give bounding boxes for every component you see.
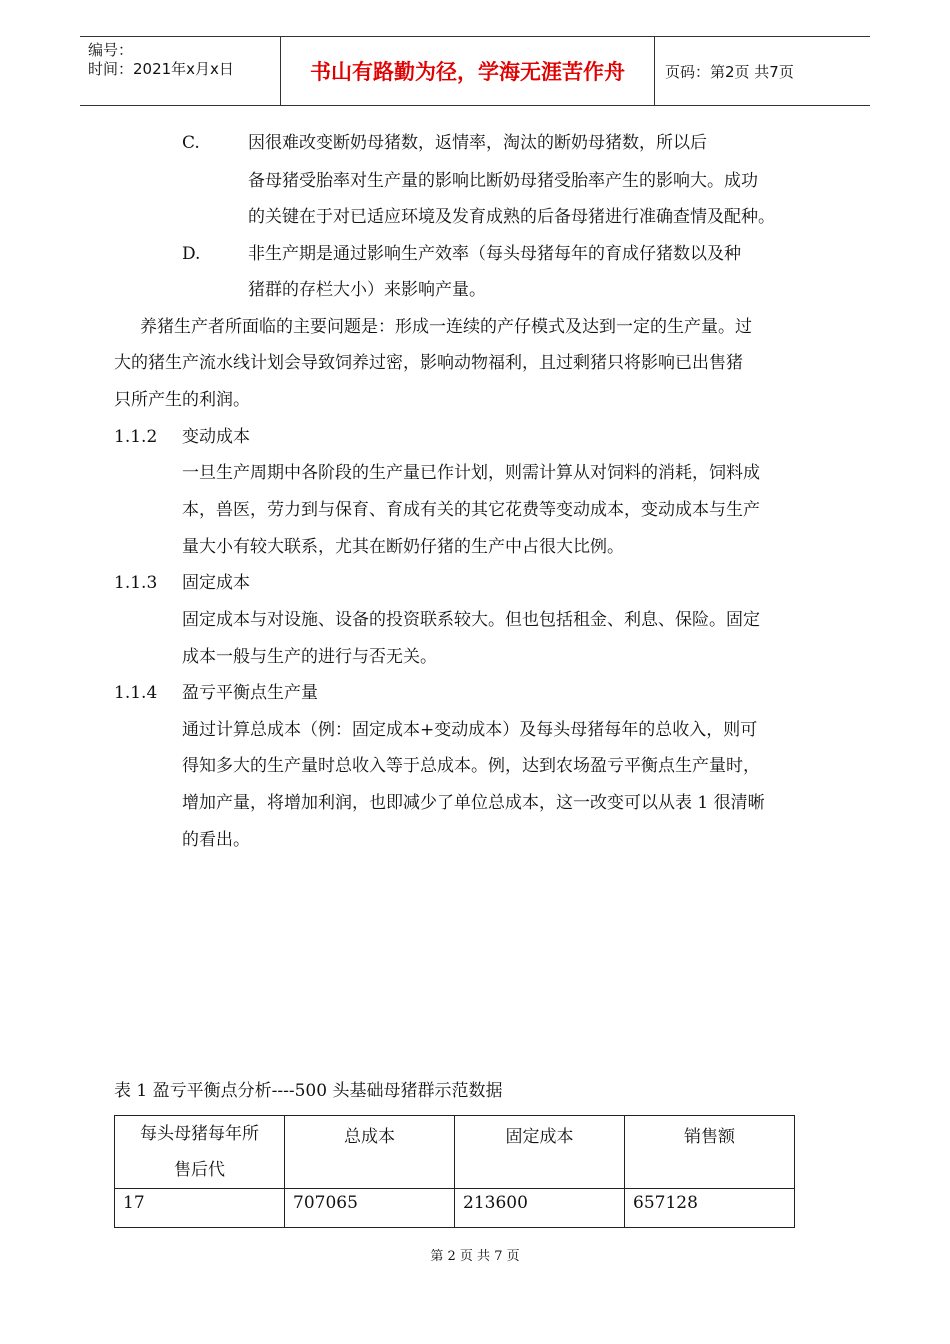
section-line: 成本一般与生产的进行与否无关。 xyxy=(182,647,437,667)
table-caption: 表 1 盈亏平衡点分析----500 头基础母猪群示范数据 xyxy=(114,1081,503,1101)
table-header-cell xyxy=(115,1116,285,1189)
breakeven-table xyxy=(114,1115,795,1228)
table-cell: 17 xyxy=(115,1189,285,1228)
section-line: 一旦生产周期中各阶段的生产量已作计划，则需计算从对饲料的消耗，饲料成 xyxy=(182,463,760,483)
header-page-number: 页码：第2页 共7页 xyxy=(665,62,794,81)
section-line: 固定成本与对设施、设备的投资联系较大。但也包括租金、利息、保险。固定 xyxy=(182,610,760,630)
table-row xyxy=(115,1189,795,1228)
section-line: 增加产量，将增加利润，也即减少了单位总成本，这一改变可以从表 1 很清晰 xyxy=(182,793,765,813)
section-line: 得知多大的生产量时总收入等于总成本。例，达到农场盈亏平衡点生产量时， xyxy=(182,756,760,776)
section-line: 通过计算总成本（例：固定成本+变动成本）及每头母猪每年的总收入，则可 xyxy=(182,720,758,740)
table-header-cell: 固定成本 xyxy=(455,1116,625,1189)
item-c-line: 的关键在于对已适应环境及发育成熟的后备母猪进行准确查情及配种。 xyxy=(248,207,775,227)
section-title: 固定成本 xyxy=(182,573,250,593)
section-title: 变动成本 xyxy=(182,427,250,447)
table-header-row xyxy=(115,1116,795,1189)
table-cell: 657128 xyxy=(625,1189,795,1228)
item-c-line: 因很难改变断奶母猪数，返情率，淘汰的断奶母猪数，所以后 xyxy=(248,133,707,153)
item-d-label: D. xyxy=(182,244,201,264)
section-line: 的看出。 xyxy=(182,830,250,850)
table-header-cell: 总成本 xyxy=(285,1116,455,1189)
page-header xyxy=(80,36,870,106)
paragraph-line: 大的猪生产流水线计划会导致饲养过密，影响动物福利，且过剩猪只将影响已出售猪 xyxy=(114,353,743,373)
section-number: 1.1.3 xyxy=(114,573,158,593)
header-motto: 书山有路勤为径，学海无涯苦作舟 xyxy=(281,37,655,105)
item-d-line: 非生产期是通过影响生产效率（每头母猪每年的育成仔猪数以及种 xyxy=(248,244,741,264)
section-number: 1.1.2 xyxy=(114,427,158,447)
table-cell: 707065 xyxy=(285,1189,455,1228)
header-meta xyxy=(80,37,281,105)
header-cell-line: 售后代 xyxy=(174,1160,225,1180)
section-line: 本，兽医，劳力到与保育、育成有关的其它花费等变动成本，变动成本与生产 xyxy=(182,500,760,520)
table-header-cell: 销售额 xyxy=(625,1116,795,1189)
paragraph-line: 只所产生的利润。 xyxy=(114,390,250,410)
item-d-line: 猪群的存栏大小）来影响产量。 xyxy=(248,280,486,300)
header-time: 时间：2021年x月x日 xyxy=(88,60,234,78)
table-cell: 213600 xyxy=(455,1189,625,1228)
paragraph-line: 养猪生产者所面临的主要问题是：形成一连续的产仔模式及达到一定的生产量。过 xyxy=(140,317,752,337)
item-c-label: C. xyxy=(182,133,200,153)
header-number: 编号： xyxy=(88,41,134,59)
header-cell-line: 每头母猪每年所 xyxy=(140,1124,259,1144)
page-footer: 第 2 页 共 7 页 xyxy=(430,1249,520,1264)
section-number: 1.1.4 xyxy=(114,683,158,703)
item-c-line: 备母猪受胎率对生产量的影响比断奶母猪受胎率产生的影响大。成功 xyxy=(248,171,758,191)
section-line: 量大小有较大联系，尤其在断奶仔猪的生产中占很大比例。 xyxy=(182,537,624,557)
section-title: 盈亏平衡点生产量 xyxy=(182,683,318,703)
